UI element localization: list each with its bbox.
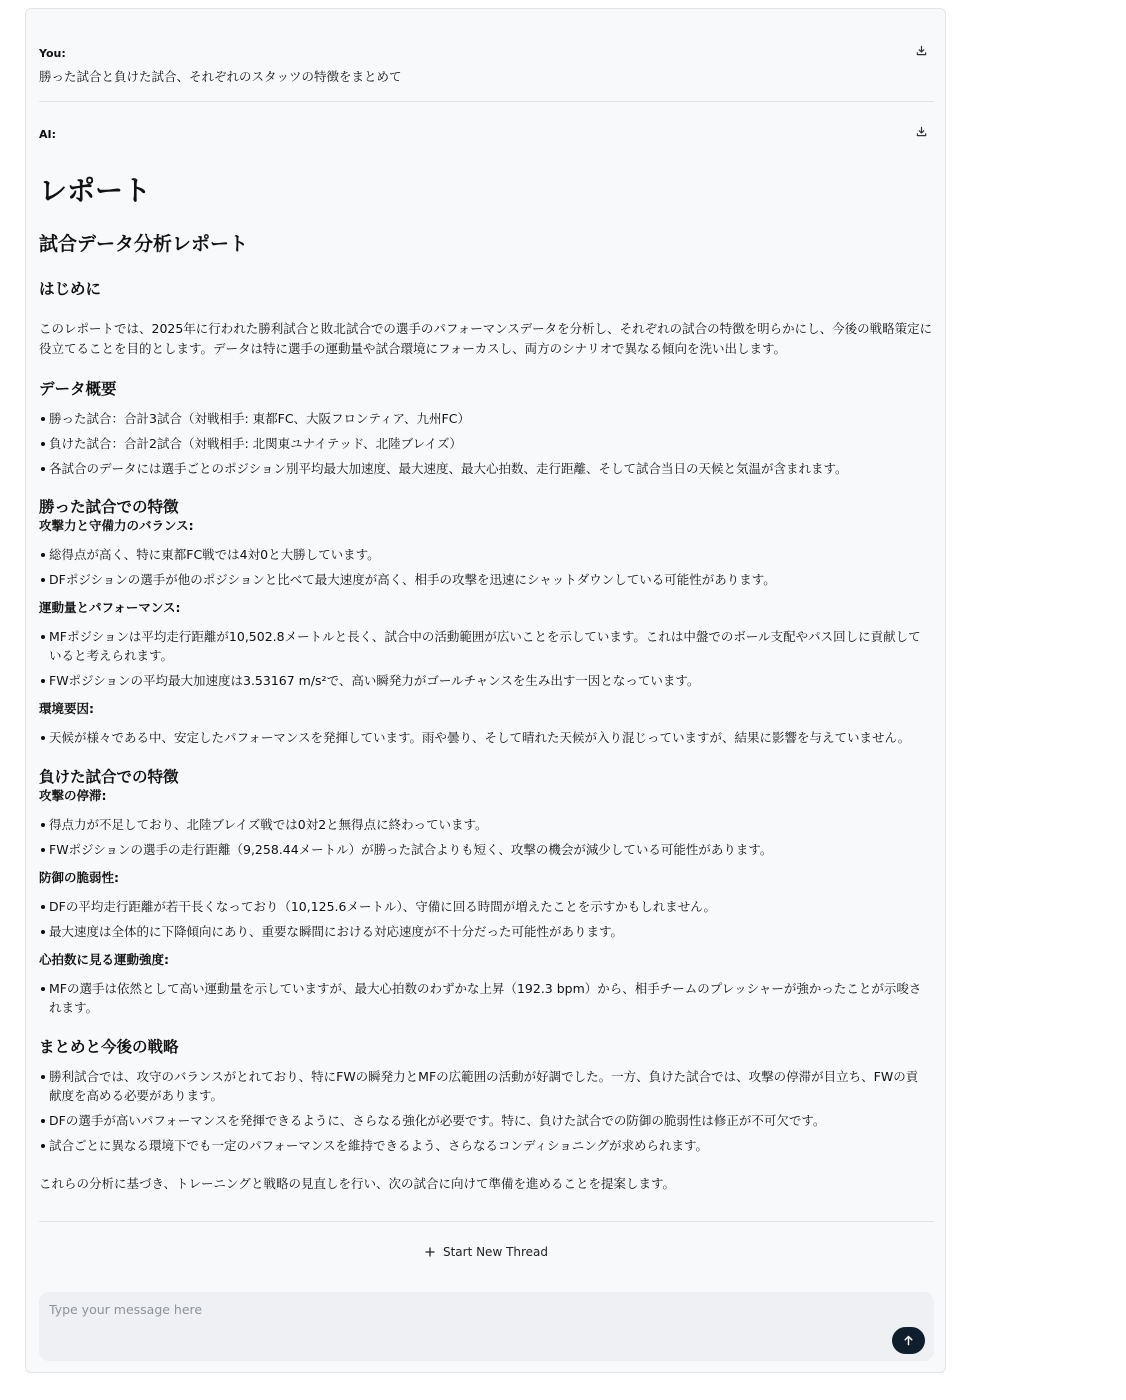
list-item: FWポジションの選手の走行距離（9,258.44メートル）が勝った試合よりも短く、攻撃の機会が減少している可能性があります。 — [39, 840, 934, 859]
chat-panel — [25, 8, 946, 1373]
ai-report — [39, 174, 934, 1193]
list-item: DFの選手が高いパフォーマンスを発揮できるように、さらなる強化が必要です。特に、負けた試合での防御の脆弱性は修正が不可欠です。 — [39, 1111, 934, 1130]
download-icon — [916, 126, 927, 137]
summary-list — [39, 1067, 934, 1155]
summary-closing: これらの分析に基づき、トレーニングと戦略の見直しを行い、次の試合に向けて準備を進めることを提案します。 — [39, 1176, 676, 1191]
list-item: 天候が様々である中、安定したパフォーマンスを発揮しています。雨や曇り、そして晴れた天候が入り混じっていますが、結果に影響を与えていません。 — [39, 728, 934, 747]
user-message — [39, 42, 934, 86]
list-item: 勝利試合では、攻守のバランスがとれており、特にFWの瞬発力とMFの広範囲の活動が好調でした。一方、負けた試合では、攻撃の停滞が目立ち、FWの貢 献度を高める必要があります。 — [39, 1067, 934, 1105]
list-item: 各試合のデータには選手ごとのポジション別平均最大加速度、最大速度、最大心拍数、走行距離、そして試合当日の天候と気温が含まれます。 — [39, 459, 934, 478]
list-item: DFの平均走行距離が若干長くなっており（10,125.6メートル）、守備に回る時間が増えたことを示すかもしれません。 — [39, 897, 934, 916]
list-item: 試合ごとに異なる環境下でも一定のパフォーマンスを維持できるよう、さらなるコンディショニングが求められます。 — [39, 1136, 934, 1155]
losses-section-label: 心拍数に見る運動強度: — [39, 952, 169, 967]
list-item: DFポジションの選手が他のポジションと比べて最大速度が高く、相手の攻撃を迅速にシャットダウンしている可能性があります。 — [39, 570, 934, 589]
message-input[interactable] — [49, 1302, 879, 1350]
wins-heading: 勝った試合での特徴 — [39, 498, 179, 516]
download-ai-message-button[interactable] — [912, 122, 930, 140]
intro-line: 役立てることを目的とします。データは特に選手の運動量や試合環境にフォーカスし、両方のシナリオで異なる傾向を洗い出します。 — [39, 341, 787, 356]
report-subtitle: 試合データ分析レポート — [39, 233, 249, 255]
plus-icon — [425, 1247, 435, 1257]
arrow-up-icon — [903, 1335, 914, 1346]
ai-message-header — [39, 123, 934, 139]
overview-heading: データ概要 — [39, 380, 117, 398]
wins-section-label: 攻撃力と守備力のバランス: — [39, 518, 194, 533]
start-new-thread-label: Start New Thread — [442, 1245, 549, 1259]
download-icon — [916, 45, 927, 56]
wins-balance-list — [39, 545, 934, 589]
list-item: 得点力が不足しており、北陸ブレイズ戦では0対2と無得点に終わっています。 — [39, 815, 934, 834]
intro-paragraph — [39, 319, 934, 359]
list-item: 最大速度は全体的に下降傾向にあり、重要な瞬間における対応速度が不十分だった可能性があります。 — [39, 922, 934, 941]
wins-workload-list — [39, 627, 934, 690]
ai-speaker-label: AI: — [39, 128, 57, 141]
losses-heading: 負けた試合での特徴 — [39, 768, 179, 786]
wins-section-label: 運動量とパフォーマンス: — [39, 600, 181, 615]
losses-attack-list — [39, 815, 934, 859]
message-divider — [39, 101, 934, 102]
list-item: 負けた試合：合計2試合（対戦相手: 北関東ユナイテッド、北陸ブレイズ） — [39, 434, 934, 453]
summary-heading: まとめと今後の戦略 — [39, 1038, 179, 1056]
list-item: FWポジションの平均最大加速度は3.53167 m/s²で、高い瞬発力がゴールチャンスを生み出す一因となっています。 — [39, 671, 934, 690]
intro-line: このレポートでは、2025年に行われた勝利試合と敗北試合での選手のパフォーマンスデータを分析し、それぞれの試合の特徴を明らかにし、今後の戦略策定に — [39, 321, 933, 336]
message-composer — [39, 1292, 934, 1361]
report-title: レポート — [39, 174, 152, 207]
list-item: MFの選手は依然として高い運動量を示していますが、最大心拍数のわずかな上昇（192.3 bpm）から、相手チームのプレッシャーが強かったことが示唆さ れます。 — [39, 979, 934, 1017]
user-message-text: 勝った試合と負けた試合、それぞれのスタッツの特徴をまとめて — [39, 69, 402, 84]
user-message-header — [39, 42, 934, 58]
losses-section-label: 防御の脆弱性: — [39, 870, 119, 885]
intro-heading: はじめに — [39, 280, 102, 298]
losses-defense-list — [39, 897, 934, 941]
start-new-thread-button[interactable] — [39, 1243, 934, 1261]
wins-environment-list — [39, 728, 934, 747]
report-divider — [39, 1221, 934, 1222]
list-item: 勝った試合：合計3試合（対戦相手: 東都FC、大阪フロンティア、九州FC） — [39, 409, 934, 428]
losses-heartrate-list — [39, 979, 934, 1017]
wins-section-label: 環境要因: — [39, 701, 94, 716]
list-item: MFポジションは平均走行距離が10,502.8メートルと長く、試合中の活動範囲が広いことを示しています。これは中盤でのボール支配やパス回しに貢献して いると考えられます。 — [39, 627, 934, 665]
user-speaker-label: You: — [39, 47, 66, 60]
send-button[interactable] — [892, 1327, 925, 1354]
overview-list — [39, 409, 934, 478]
losses-section-label: 攻撃の停滞: — [39, 788, 107, 803]
download-user-message-button[interactable] — [912, 41, 930, 59]
list-item: 総得点が高く、特に東都FC戦では4対0と大勝しています。 — [39, 545, 934, 564]
